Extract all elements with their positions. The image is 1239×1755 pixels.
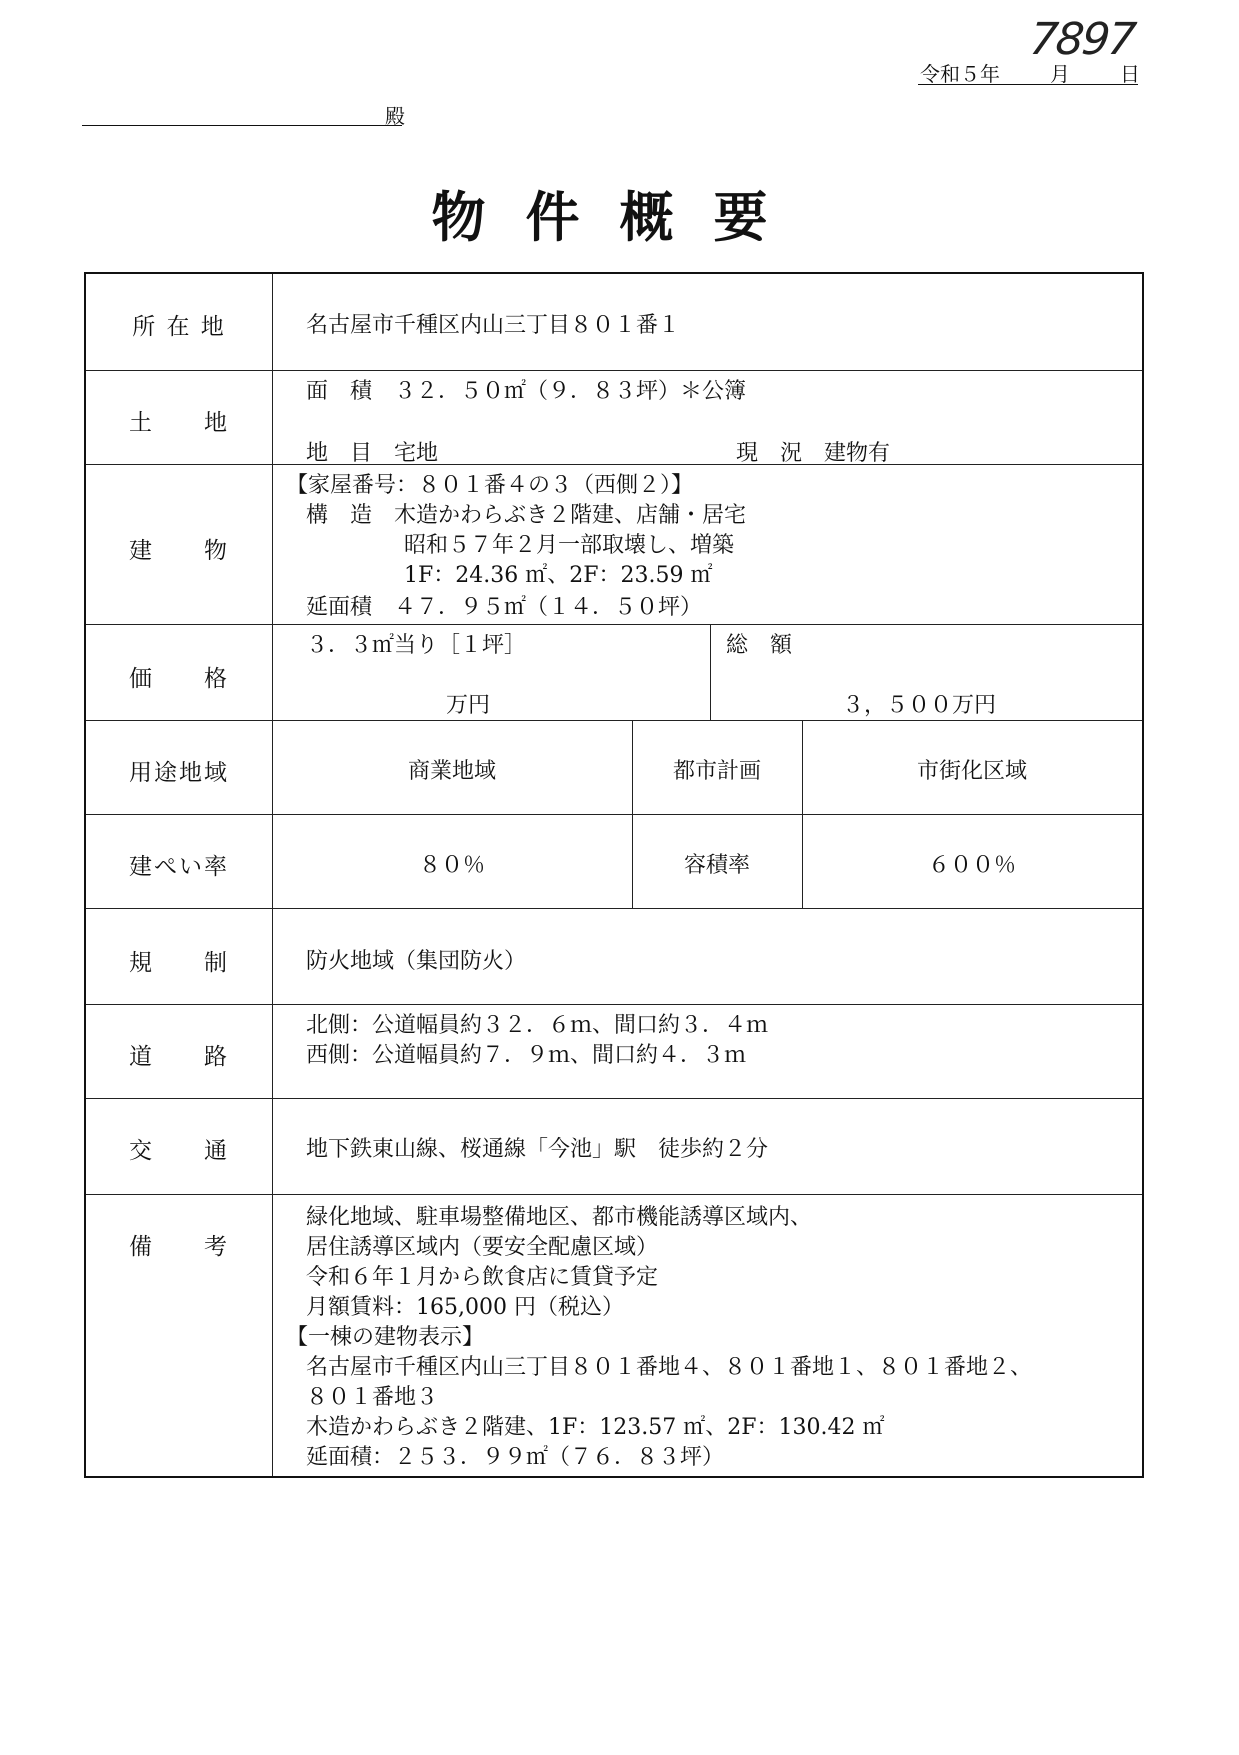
remarks-line: ８０１番地３ xyxy=(306,1385,439,1410)
far-value: ６００％ xyxy=(927,853,1016,878)
land-status: 現 況 建物有 xyxy=(736,441,891,466)
building-history: 昭和５７年２月一部取壊し、増築 xyxy=(404,533,735,558)
transport-value: 地下鉄東山線、桜通線「今池」駅 徒歩約２分 xyxy=(306,1137,769,1162)
remarks-line: 名古屋市千種区内山三丁目８０１番地４、８０１番地１、８０１番地２、 xyxy=(306,1355,1033,1380)
land-area: 面 積 ３２．５０㎡（９．８３坪）＊公簿 xyxy=(306,379,747,404)
date-line xyxy=(920,58,1140,84)
handwritten-number: 7897 xyxy=(1027,14,1137,65)
remarks-line: 【一棟の建物表示】 xyxy=(286,1325,485,1350)
location-label: 所 在 地 xyxy=(132,314,226,340)
zoning-divider-1 xyxy=(632,720,633,908)
price-total-value: ３，５００万円 xyxy=(842,693,997,718)
coverage-value: ８０％ xyxy=(418,853,485,878)
remarks-line: 木造かわらぶき２階建、1F：123.57 ㎡、2F：130.42 ㎡ xyxy=(306,1415,885,1440)
row-divider xyxy=(86,814,1142,815)
zoning-value: 商業地域 xyxy=(407,759,496,784)
row-divider xyxy=(86,370,1142,371)
remarks-line: 延面積：２５３．９９㎡（７６．８３坪） xyxy=(306,1445,725,1470)
row-divider xyxy=(86,1004,1142,1005)
road-label: 道 路 xyxy=(129,1044,229,1070)
row-divider xyxy=(86,464,1142,465)
remarks-label: 備 考 xyxy=(129,1234,229,1260)
regulation-value: 防火地域（集団防火） xyxy=(306,949,527,974)
building-label: 建 物 xyxy=(129,538,229,564)
remarks-line: 居住誘導区域内（要安全配慮区域） xyxy=(306,1235,659,1260)
price-divider xyxy=(710,624,711,720)
document-title: 物件概要 xyxy=(431,185,808,249)
property-summary-table xyxy=(84,272,1144,1478)
row-divider xyxy=(86,1194,1142,1195)
regulation-label: 規 制 xyxy=(129,950,229,976)
city-plan-label: 都市計画 xyxy=(672,759,761,784)
far-label: 容積率 xyxy=(683,853,750,878)
row-divider xyxy=(86,1098,1142,1099)
row-divider xyxy=(86,624,1142,625)
price-unit-value: 万円 xyxy=(446,693,491,718)
price-label: 価 格 xyxy=(129,666,229,692)
addressee-honorific: 殿 xyxy=(385,104,405,128)
remarks-line: 緑化地域、駐車場整備地区、都市機能誘導区域内、 xyxy=(306,1205,813,1230)
price-unit-label: ３．３㎡当り［１坪］ xyxy=(306,633,527,658)
building-house-number: 【家屋番号：８０１番４の３（西側２）】 xyxy=(286,473,694,498)
building-structure: 構 造 木造かわらぶき２階建、店舗・居宅 xyxy=(306,503,747,528)
zoning-label: 用途地域 xyxy=(129,760,229,786)
date-year: 令和５年 xyxy=(920,62,1000,86)
location-value: 名古屋市千種区内山三丁目８０１番１ xyxy=(306,313,681,338)
date-day: 日 xyxy=(1120,62,1140,86)
price-total-label: 総 額 xyxy=(726,633,793,658)
building-floor-areas: 1F：24.36 ㎡、2F：23.59 ㎡ xyxy=(404,563,713,588)
road-north: 北側：公道幅員約３２．６ｍ、間口約３．４ｍ xyxy=(306,1013,769,1038)
zoning-divider-2 xyxy=(802,720,803,908)
coverage-label: 建ぺい率 xyxy=(129,854,229,880)
road-west: 西側：公道幅員約７．９ｍ、間口約４．３ｍ xyxy=(306,1043,747,1068)
land-category: 地 目 宅地 xyxy=(306,441,439,466)
addressee-line xyxy=(82,125,402,126)
land-label: 土 地 xyxy=(129,410,229,436)
row-divider xyxy=(86,908,1142,909)
date-month: 月 xyxy=(1050,62,1070,86)
remarks-line: 令和６年１月から飲食店に賃貸予定 xyxy=(306,1265,659,1290)
remarks-line: 月額賃料：165,000 円（税込） xyxy=(306,1295,624,1320)
transport-label: 交 通 xyxy=(129,1138,229,1164)
row-divider xyxy=(86,720,1142,721)
building-total-area: 延面積 ４７．９５㎡（１４．５０坪） xyxy=(306,595,703,620)
city-plan-value: 市街化区域 xyxy=(916,759,1027,784)
date-underline xyxy=(918,84,1138,85)
